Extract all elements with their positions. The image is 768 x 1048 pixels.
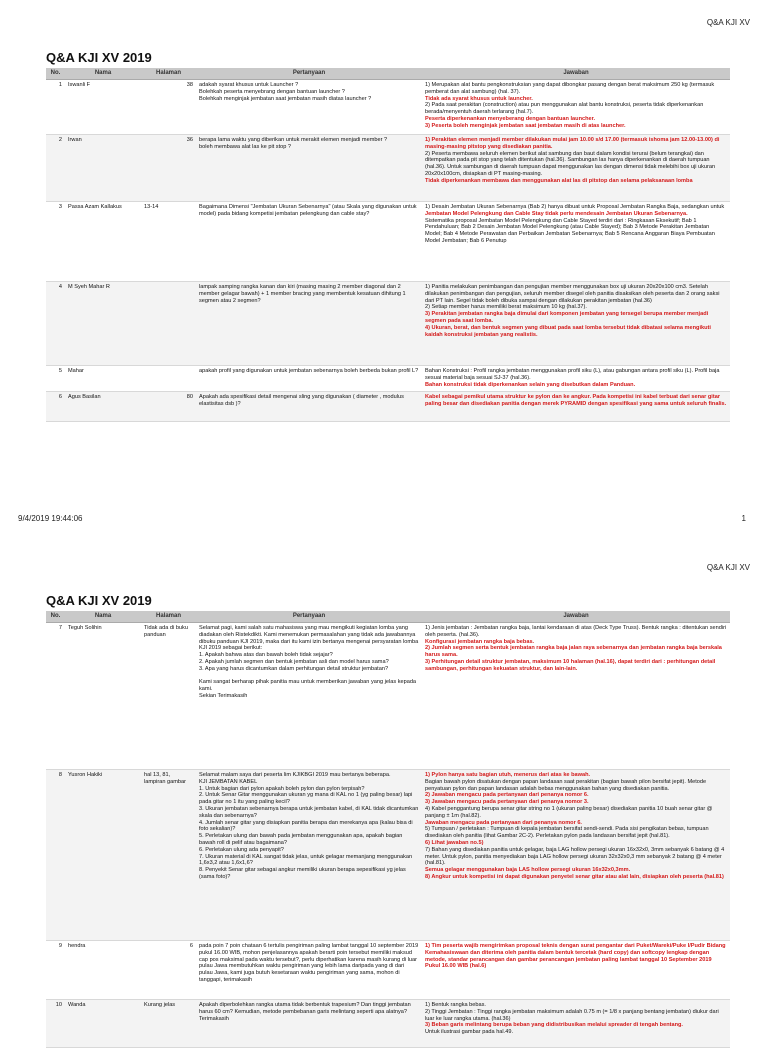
- answer-highlight: 3) Peserta boleh menginjak jembatan saat jembatan masih di atas launcher.: [425, 122, 626, 129]
- cell-halaman: [141, 282, 196, 365]
- col-jawaban-header: Jawaban: [563, 70, 589, 76]
- cell-no: 10: [55, 1002, 62, 1008]
- col-no-header: No.: [50, 613, 61, 619]
- answer-text: 7) Bahan yang disediakan panitia untuk gelagar, baja LAG hollow persegi ukuran 16x32x0, 3mm sebanyak 6 batang @ 4 meter. Untuk pylon, panitia menyediakan baja LAG hollow persegi ukuran 32x32x0,3 mm sebanyak 2 batang @ 4 meter (hal.81).: [425, 846, 725, 867]
- col-pertanyaan-header: Pertanyaan: [292, 70, 326, 76]
- cell-no: 3: [58, 204, 62, 210]
- answer-text: 5) Tumpuan / perletakan : Tumpuan di kepala jembatan bersifat sendi-sendi. Pada sisi pengikatan bebas, tumpuan disediakan oleh panitia (lihat Gambar 2C-2). Perletakan pylon pada landasan bersifat jepit (hal.81).: [425, 826, 709, 840]
- cell-jawaban: [422, 770, 730, 940]
- table-row: [46, 202, 730, 282]
- qa-table-page-1: [46, 68, 730, 422]
- answer-highlight: 2) Jawaban mengacu pada pertanyaan dari penanya nomor 6.: [425, 792, 589, 799]
- answer-highlight: 4) Ukuran, berat, dan bentuk segmen yang dibuat pada saat lomba tersebut tidak dibatasi selama mengikuti kaidah konstruksi jembatan yang realistis.: [425, 324, 711, 338]
- table-row: [46, 1000, 730, 1048]
- table-row: [46, 623, 730, 770]
- answer-highlight: Jembatan Model Pelengkung dan Cable Stay tidak perlu mendesain Jembatan Ukuran Sebenarnya.: [425, 210, 688, 217]
- answer-text: Sistematika proposal Jembatan Model Pelengkung dan Cable Stayed terdiri dari : Ringkasan Eksekutif; Bab 1 Pendahuluan; Bab 2 Desain Jembatan Model Pelengkung (atau Cable Stayed); Bab 3 Metode Perakitan Jembatan Model; Bab 4 Metode Perawatan dan Perbaikan Jembatan Sebenarnya; Bab 5 Rencana Anggaran Biaya Pembuatan Model Jembatan; Bab 6 Penutup: [425, 217, 715, 244]
- cell-no: 2: [58, 137, 62, 143]
- cell-jawaban: [422, 623, 730, 769]
- cell-jawaban: [422, 392, 730, 421]
- cell-pertanyaan: Selamat malam saya dari peserta lim KJIKBGI 2019 mau bertanya beberapa. KJI JEMBATAN KABEL 1. Untuk bagian dari pylon apakah boleh pylon dan pylon terpisah? 2. Untuk Senar Gitar menggunakan ukuran yg mana di KAL no 1 (yg paling besar) lapi pada gitar no 1 itu yang paling kecil? 3. Ukuran jembatan sebenarnya berapa untuk jembatan kabel, di KAL tidak dicantumkan skala dan sebenarnya? 4. Jumlah senar gitar yang disiapkan panitia berapa dan merekanya apa (kalau bisa di foto sekalian)? 5. Perletakan ulung dan bawah pada jembatan menggunakan apa, apakah bagian bawah roll di pelif atau bagaimana? 6. Perletakan ulung ada penyapit? 7. Ukuran material di KAL sangat tidak jelas, untuk gelagar memanjang menggunakan 1,6x3,2 atau 1,6x1,6? 8. Penyekit Senar gitar sebagai angkur memiliki ukuran berapa sepesifikasi yg jelas (sama foto)?: [199, 772, 419, 880]
- table-header-2: [46, 611, 730, 623]
- cell-no: 4: [58, 284, 62, 290]
- answer-highlight: 1) Tim peserta wajib mengirimkan proposal teknis dengan surat pengantar dari Puket/Wareki/Puke I/Pudir Bidang Kemahasiswaan dan diterima oleh panitia dalam bentuk tercetak (hard copy) dan softcopy lengkap dengan metode, standar perancangan dan gambar perancangan jembatan paling lambat tanggal 10 September 2019 Pukul 16.00 WIB (hal.6): [425, 943, 726, 970]
- answer-highlight: 8) Angkur untuk kompetisi ini dapat digunakan penyetel senar gitar atau alat lain, disiapkan oleh peserta (hal.81): [425, 873, 724, 880]
- col-nama-header: Nama: [94, 70, 112, 76]
- cell-pertanyaan: Selamat pagi, kami salah satu mahasiswa yang mau mengikuti kegiatan lomba yang diadakan oleh Ristekdikti. Kami menemukan permasalahan yang tidak ada jawabannya dibuku panduan KJI 2019, maka dari itu kami izin bertanya mengenai persyaratan lomba KJI 2019 sebagai berikut: 1. Apakah bahwa atas dan bawah boleh tidak sejajar? 2. Apakah jumlah segmen dan bentuk jembatan asli dan model harus sama? 3. Apa yang harus dicantumkan dalam perhitungan detail struktur jembatan? Kami sangat berharap pihak panitia mau untuk memberikan jawaban yang jelas kepada kami. Sekian Terimakasih: [199, 625, 419, 699]
- answer-text: 1) Bentuk rangka bebas.: [425, 1002, 486, 1008]
- qa-table-page-2: [46, 611, 730, 1048]
- cell-pertanyaan: berapa lama waktu yang diberikan untuk merakit elemen menjadi member ? boleh membawa alat las ke pit stop ?: [199, 137, 388, 150]
- answer-highlight: Tidak ada syarat khusus untuk launcher.: [425, 95, 533, 102]
- answer-text: 4) Kabel penggantung berupa senar gitar string no 1 (ukuran paling besar) disediakan panitia 10 buah senar gitar @ panjang ± 1m (hal.82).: [425, 805, 713, 819]
- cell-halaman: [141, 366, 196, 391]
- cell-pertanyaan: lampak samping rangka kanan dan kiri (masing masing 2 member diagonal dan 2 member gelagar bawah) + 1 member bracing yang membentuk kesatuan dihitung 1 segmen atau 2 segmen?: [199, 284, 406, 304]
- col-no-header: No.: [50, 70, 61, 76]
- cell-jawaban: [422, 135, 730, 201]
- table-row: [46, 770, 730, 941]
- cell-halaman: 38: [186, 82, 193, 88]
- cell-no: 9: [58, 943, 62, 949]
- answer-text: 1) Jenis jembatan : Jembatan rangka baja, lantai kendaraan di atas (Deck Type Truss). Bentuk rangka : ditentukan sendiri oleh peserta. (hal.36).: [425, 625, 727, 638]
- page-title-2: Q&A KJI XV 2019: [46, 593, 152, 608]
- answer-text: 1) Panitia melakukan penimbangan dan pengujian member menggunakan box uji ukuran 20x20x100 cm3. Setelah dilakukan penimbangan dan pengujian, seluruh member disegel oleh panitia disaksikan oleh peserta dan 2 orang saksi dari PT lain. Segel tidak boleh dibuka sampai dengan dilakukan perakitan jembatan (hal.36): [425, 284, 720, 304]
- answer-highlight: 3) Jawaban mengacu pada pertanyaan dari penanya nomor 3.: [425, 799, 589, 806]
- cell-halaman: 36: [186, 137, 193, 143]
- cell-no: 6: [58, 394, 62, 400]
- cell-nama: Passa Azam Kallakus: [68, 204, 122, 210]
- cell-halaman: 13-14: [144, 204, 159, 210]
- answer-highlight: Kabel sebagai pemikul utama struktur ke pylon dan ke angkur. Pada kompetisi ini kabel terbuat dari senar gitar paling besar dan disediakan panitia dengan merek PYRAMID dengan spesifikasi yang sama untuk seluruh finalis.: [425, 394, 727, 407]
- answer-highlight: 6) Lihat jawaban no.5): [425, 839, 484, 846]
- cell-nama: M Syeh Mahar R: [68, 284, 110, 290]
- cell-nama: Wanda: [68, 1002, 86, 1008]
- page-title: Q&A KJI XV 2019: [46, 50, 152, 65]
- cell-pertanyaan: pada poin 7 poin chataan 6 tertulis pengiriman paling lambat tanggal 10 september 2019 pukul 16.00 WIB, mohon penjelasannya apakah berarti poin tersebut memiliki maksud cap pos maksimal pada waktu tersebut?, perlu diperhatikan karena masih kurang di luar pulau Jawa membutuhkan waktu pengiriman yang lebih lama daripada yang di dari pulau Jawa, kami juga butuh kesetaraan waktu pengiriman yang sama, mohon di tanggapi, terimakasih: [199, 943, 419, 983]
- answer-text: 1) Merupakan alat bantu pengkonstruksian yang dapat dibongkar pasang dengan berat maksimum 250 kg (termasuk pemberat dan alat sambung) (hal. 37).: [425, 82, 715, 95]
- col-halaman-header: Halaman: [155, 70, 181, 76]
- answer-highlight: 3) Perakitan jembatan rangka baja dimulai dari komponen jembatan yang tersegel berupa member menjadi segmen pada saat lomba.: [425, 311, 709, 324]
- answer-highlight: Peserta diperkenankan menyeberang dengan bantuan launcher.: [425, 115, 596, 122]
- answer-highlight: Bahan konstruksi tidak diperkenankan selain yang disebutkan dalam Panduan.: [425, 381, 636, 388]
- answer-text: 2) Pada saat perakitan (construction) atau pun menggunakan alat bantu konstruksi, peserta tidak diperkenankan berada/menyentuh daerah terlarang (hal.7).: [425, 102, 704, 116]
- answer-text: Untuk ilustrasi gambar pada hal.49.: [425, 1029, 513, 1036]
- table-row: [46, 135, 730, 202]
- table-row: [46, 80, 730, 135]
- answer-text: 2) Tinggi Jembatan : Tinggi rangka jembatan maksimum adalah 0.75 m (= 1/8 x panjang bentang jembatan) diukur dari luar ke luar rangka utama. (hal.36): [425, 1008, 719, 1022]
- cell-halaman: hal 13, 81, lampiran gambar: [144, 772, 186, 785]
- cell-nama: Yusron Hakiki: [68, 772, 103, 778]
- cell-nama: Mahar: [68, 368, 84, 374]
- table-row: [46, 392, 730, 422]
- answer-highlight: 2) Jumlah segmen serta bentuk jembatan rangka baja jalan raya sebenarnya dan jembatan rangka baja berskala harus sama.: [425, 645, 722, 659]
- col-halaman-header: Halaman: [155, 613, 181, 619]
- cell-pertanyaan: adakah syarat khusus untuk Launcher ? Bolehkah peserta menyebrang dengan bantuan launcher ? Bolehkah menginjak jembatan saat jembatan masih diatas launcher ?: [199, 82, 372, 102]
- cell-halaman: 6: [189, 943, 193, 949]
- cell-halaman: Tidak ada di buku panduan: [144, 625, 188, 638]
- cell-pertanyaan: Bagaimana Dimensi "Jembatan Ukuran Sebenarnya" (atau Skala yang digunakan untuk model) pada bidang kompetisi jembatan pelengkung dan cable stay?: [199, 204, 417, 217]
- table-row: [46, 941, 730, 1000]
- cell-jawaban: [422, 282, 730, 365]
- print-datetime: 9/4/2019 19:44:06: [18, 514, 83, 523]
- cell-nama: Iswanli F: [68, 82, 91, 88]
- cell-jawaban: [422, 80, 730, 134]
- cell-jawaban: [422, 202, 730, 281]
- cell-halaman: Kurang jelas: [144, 1002, 176, 1008]
- col-nama-header: Nama: [94, 613, 112, 619]
- cell-no: 5: [58, 368, 62, 374]
- answer-text: Bagian bawah pylon disatukan dengan papan landasan saat perakitan (bagian bawah pilon bersifat jepit). Metode penyatuan pylon dan papan landasan adalah bebas menggunakan bahan yang disediakan panitia.: [425, 778, 707, 792]
- cell-jawaban: [422, 941, 730, 999]
- answer-highlight: 1) Perakitan elemen menjadi member dilakukan mulai jam 10.00 s/d 17.00 (termasuk ishoma jam 12.00-13.00) di masing-masing pitstop yang disediakan panitia.: [425, 137, 720, 150]
- cell-no: 1: [58, 82, 62, 88]
- cell-no: 7: [58, 625, 62, 631]
- answer-highlight: 3) Beban garis melintang berupa beban yang didistribusikan melalui spreader di tengah bentang.: [425, 1022, 683, 1029]
- cell-nama: Teguh Solihin: [68, 625, 102, 631]
- col-pertanyaan-header: Pertanyaan: [292, 613, 326, 619]
- answer-text: Bahan Konstruksi : Profil rangka jembatan menggunakan profil siku (L), atau gabungan antara profil siku (L). Profil baja sesuai material baja sesuai SJ-37 (hal.36).: [425, 368, 720, 381]
- page-header-label: Q&A KJI XV: [706, 18, 750, 27]
- cell-nama: hendra: [68, 943, 86, 949]
- answer-text: 1) Desain Jembatan Ukuran Sebenarnya (Bab 2) hanya dibuat untuk Proposal Jembatan Rangka Baja, sedangkan untuk: [425, 204, 725, 210]
- answer-highlight: 1) Pylon hanya satu bagian utuh, menerus dari atas ke bawah.: [425, 772, 591, 778]
- page-header-label-2: Q&A KJI XV: [706, 563, 750, 572]
- answer-highlight: 3) Perhitungan detail struktur jembatan, maksimum 10 halaman (hal.16), dapat terdiri dari : perhitungan detail sambungan, perhitungan kekuatan struktur, dan lain-lain.: [425, 658, 716, 672]
- table-header: [46, 68, 730, 80]
- table-row: [46, 282, 730, 366]
- answer-text: 2) Peserta membawa seluruh elemen berikut alat sambung dan baut dalam kondisi terurai (belum terangkai) dan ditempatkan pada pit stop yang telah ditentukan (hal.36). Sambungan las hanya diperkenankan di daerah tumpuan (hal.36). Untuk sambungan di daerah tumpuan dapat menggunakan las dengan dimensi tidak melebihi box uji ukuran 20x20x100cm, disiapkan di PT masing-masing.: [425, 150, 716, 177]
- answer-highlight: Jawaban mengacu pada pertanyaan dari penanya nomor 6.: [425, 819, 582, 826]
- answer-highlight: Tidak diperkenankan membawa dan menggunakan alat las di pitstop dan selama pelaksanaan lomba: [425, 177, 693, 184]
- col-jawaban-header: Jawaban: [563, 613, 589, 619]
- cell-halaman: 80: [186, 394, 193, 400]
- cell-pertanyaan: Apakah ada spesifikasi detail mengenai sling yang digunakan ( diameter , modulus elastisitas dsb )?: [199, 394, 404, 407]
- cell-nama: Irwan: [68, 137, 82, 143]
- cell-nama: Agus Basilan: [68, 394, 101, 400]
- answer-highlight: Konfigurasi jembatan rangka baja bebas.: [425, 638, 535, 645]
- cell-jawaban: [422, 366, 730, 391]
- answer-highlight: Semua gelagar menggunakan baja LAS hollow persegi ukuran 16x32x0,3mm.: [425, 867, 631, 874]
- table-row: [46, 366, 730, 392]
- cell-no: 8: [58, 772, 62, 778]
- answer-text: 2) Setiap member harus memiliki berat maksimum 10 kg (hal.37).: [425, 304, 587, 311]
- cell-pertanyaan: apakah profil yang digunakan untuk jembatan sebenarnya boleh berbeda bukan profil L?: [199, 368, 419, 374]
- page-number: 1: [741, 514, 746, 523]
- cell-pertanyaan: Apakah diperbolehkan rangka utama tidak berbentuk trapesium? Dan tinggi jembatan harus 60 cm? Kemudian, metode pembebanan garis melintang seperti apa alatnya? Terimakasih: [199, 1002, 411, 1022]
